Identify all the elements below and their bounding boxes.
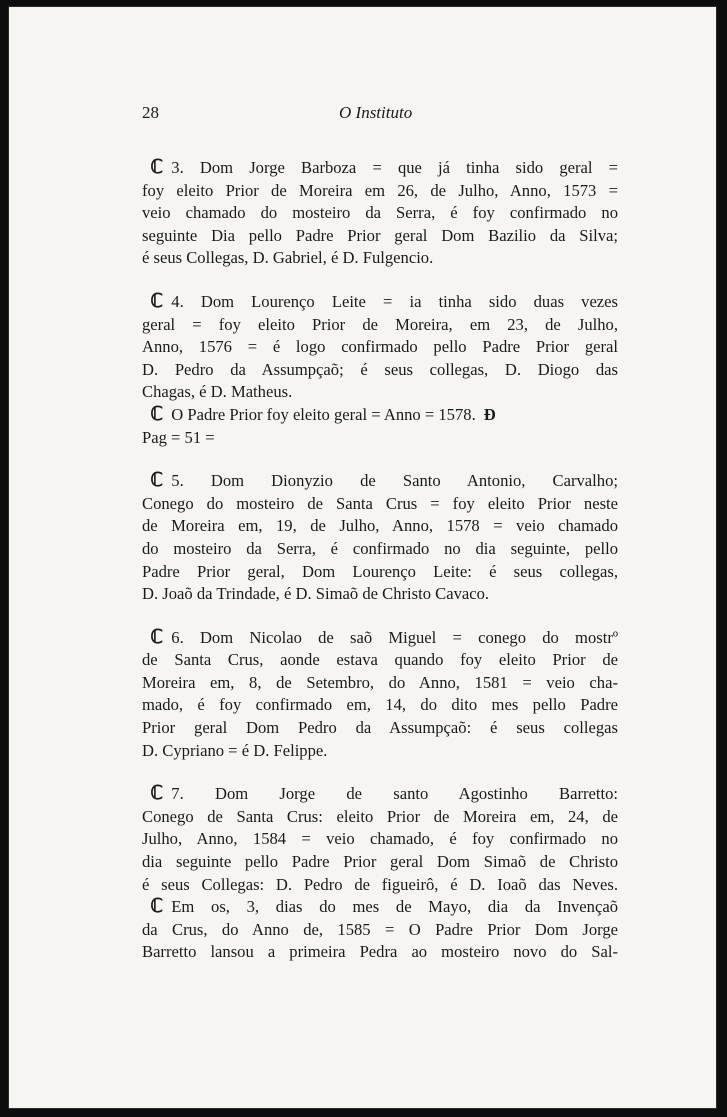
text-line: ℂ 4. Dom Lourenço Leite = ia tinha sido duas vezes: [150, 290, 618, 312]
text-line: ℂ 3. Dom Jorge Barboza = que já tinha sido geral =: [150, 157, 618, 178]
text-line: geral = foy eleito Prior de Moreira, em 23, de Julho,: [142, 314, 618, 334]
entry-5: [142, 470, 618, 606]
text-line: foy eleito Prior de Moreira em 26, de Julho, Anno, 1573 =: [142, 180, 618, 200]
text-line: ℂ Em os, 3, dias do mes de Mayo, dia da Invençaõ: [150, 896, 618, 918]
entry-3: [142, 157, 618, 270]
text-line: D. Joaõ da Trindade, é D. Simaõ de Christo Cavaco.: [142, 584, 490, 604]
text-line: de Moreira em, 19, de Julho, Anno, 1578 = veio chamado: [142, 516, 618, 536]
text-line: Pag = 51 =: [142, 427, 215, 447]
text-line: da Crus, do Anno de, 1585 = O Padre Prior Dom Jorge: [142, 919, 618, 939]
paragraph-mark-icon: ℂ: [150, 157, 163, 178]
text-line: Chagas, é D. Matheus.: [142, 382, 293, 402]
text-line: Barretto lansou a primeira Pedra ao mosteiro novo do Sal-: [142, 942, 618, 962]
text-line: é seus Collegas, D. Gabriel, é D. Fulgencio.: [142, 248, 434, 268]
running-title: O Instituto: [339, 103, 413, 122]
page-body: [142, 157, 618, 964]
text-line: Prior geral Dom Pedro da Assumpçaõ: é seus collegas: [142, 718, 618, 738]
text-line: ℂ O Padre Prior foy eleito geral = Anno = 1578. Đ: [150, 403, 496, 425]
text-line: Moreira em, 8, de Setembro, do Anno, 1581 = veio cha-: [142, 672, 618, 692]
paragraph-mark-icon: ℂ: [150, 896, 163, 918]
text-line: D. Cypriano = é D. Felippe.: [142, 740, 328, 760]
text-line: de Santa Crus, aonde estava quando foy eleito Prior de: [142, 650, 618, 670]
paragraph-mark-icon: ℂ: [150, 470, 163, 492]
entry-4: [142, 291, 618, 404]
text-line: seguinte Dia pello Padre Prior geral Dom Bazilio da Silva;: [142, 225, 618, 245]
text-line: Conego de Santa Crus: eleito Prior de Moreira em, 24, de: [142, 806, 618, 826]
paragraph-mark-icon: ℂ: [150, 626, 163, 648]
text-line: ℂ 5. Dom Dionyzio de Santo Antonio, Carvalho;: [150, 470, 618, 492]
text-line: ℂ 6. Dom Nicolao de saõ Miguel = conego do mostrº: [150, 626, 618, 648]
entry-7: [142, 783, 618, 896]
text-line: dia seguinte pello Padre Prior geral Dom Simaõ de Christo: [142, 852, 618, 872]
text-line: é seus Collegas: D. Pedro de figueirô, é D. Ioaõ das Neves.: [142, 874, 618, 894]
paragraph-mark-icon: ℂ: [150, 290, 163, 312]
text-line: Julho, Anno, 1584 = veio chamado, é foy confirmado no: [142, 829, 618, 849]
book-page: [8, 6, 717, 1109]
page-header: [142, 103, 618, 125]
page-number: 28: [142, 103, 159, 122]
entry-6: [142, 627, 618, 763]
text-line: Padre Prior geral, Dom Lourenço Leite: é seus collegas,: [142, 561, 618, 581]
text-line: veio chamado do mosteiro da Serra, é foy confirmado no: [142, 203, 618, 223]
foundation-stone-entry: [142, 896, 618, 964]
text-line: do mosteiro da Serra, é confirmado no dia seguinte, pello: [142, 538, 618, 558]
text-line: ℂ 7. Dom Jorge de santo Agostinho Barretto:: [150, 783, 618, 805]
text-line: Anno, 1576 = é logo confirmado pello Padre Prior geral: [142, 337, 618, 357]
paragraph-mark-icon: ℂ: [150, 403, 163, 425]
text-line: D. Pedro da Assumpçaõ; é seus collegas, D. Diogo das: [142, 359, 618, 379]
note-entry: [142, 404, 618, 449]
text-line: Conego do mosteiro de Santa Crus = foy eleito Prior neste: [142, 493, 618, 513]
end-mark-icon: Đ: [483, 404, 496, 424]
text-line: mado, é foy confirmado em, 14, do dito mes pello Padre: [142, 695, 618, 715]
paragraph-mark-icon: ℂ: [150, 783, 163, 805]
